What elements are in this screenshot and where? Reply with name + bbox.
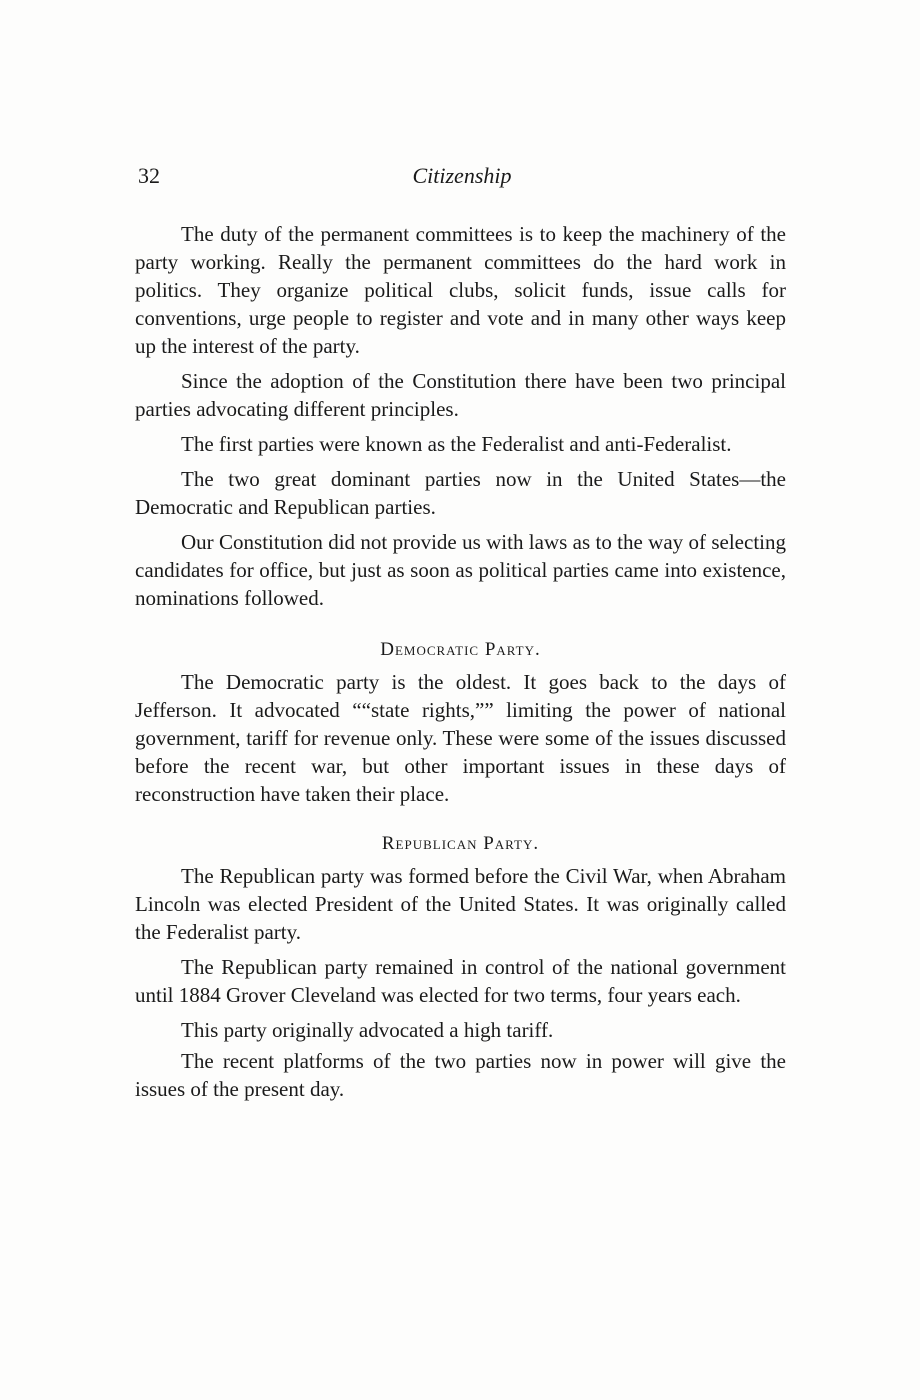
paragraph-democratic-party: The Democratic party is the oldest. It goes back to the days of Jefferson. It advocated ““state rights,”” limiting the power of national government, tariff for revenue only. These were some of the issues discussed before the recent war, but other important issues in these days of reconstruction have taken their place. [135,670,786,806]
paragraph-two-principal-parties: Since the adoption of the Constitution there have been two principal parties advocating different principles. [135,369,786,421]
paragraph-dominant-parties: The two great dominant parties now in the United States—the Democratic and Republican parties. [135,467,786,519]
body-text [135,220,786,1110]
paragraph-first-parties: The first parties were known as the Federalist and anti-Federalist. [181,432,732,456]
page-header [138,163,786,195]
section-heading-republican-party: Republican Party. [381,833,540,854]
paragraph-recent-platforms: The recent platforms of the two parties now in power will give the issues of the present day. [135,1049,786,1101]
section-heading-democratic-party: Democratic Party. [380,639,541,660]
paragraph-republican-control: The Republican party remained in control of the national government until 1884 Grover Cleveland was elected for two terms, four years each. [135,955,786,1007]
running-title: Citizenship [412,163,512,188]
page-number: 32 [138,163,160,188]
paragraph-republican-formed: The Republican party was formed before the Civil War, when Abraham Lincoln was elected President of the United States. It was originally called the Federalist party. [135,864,786,944]
paragraph-high-tariff: This party originally advocated a high tariff. [181,1018,554,1042]
paragraph-nominations: Our Constitution did not provide us with laws as to the way of selecting candidates for office, but just as soon as political parties came into existence, nominations followed. [135,530,786,610]
paragraph-permanent-committees: The duty of the permanent committees is to keep the machinery of the party working. Really the permanent committees do the hard work in politics. They organize political clubs, solicit funds, issue calls for conventions, urge people to register and vote and in many other ways keep up the interest of the party. [135,222,786,358]
